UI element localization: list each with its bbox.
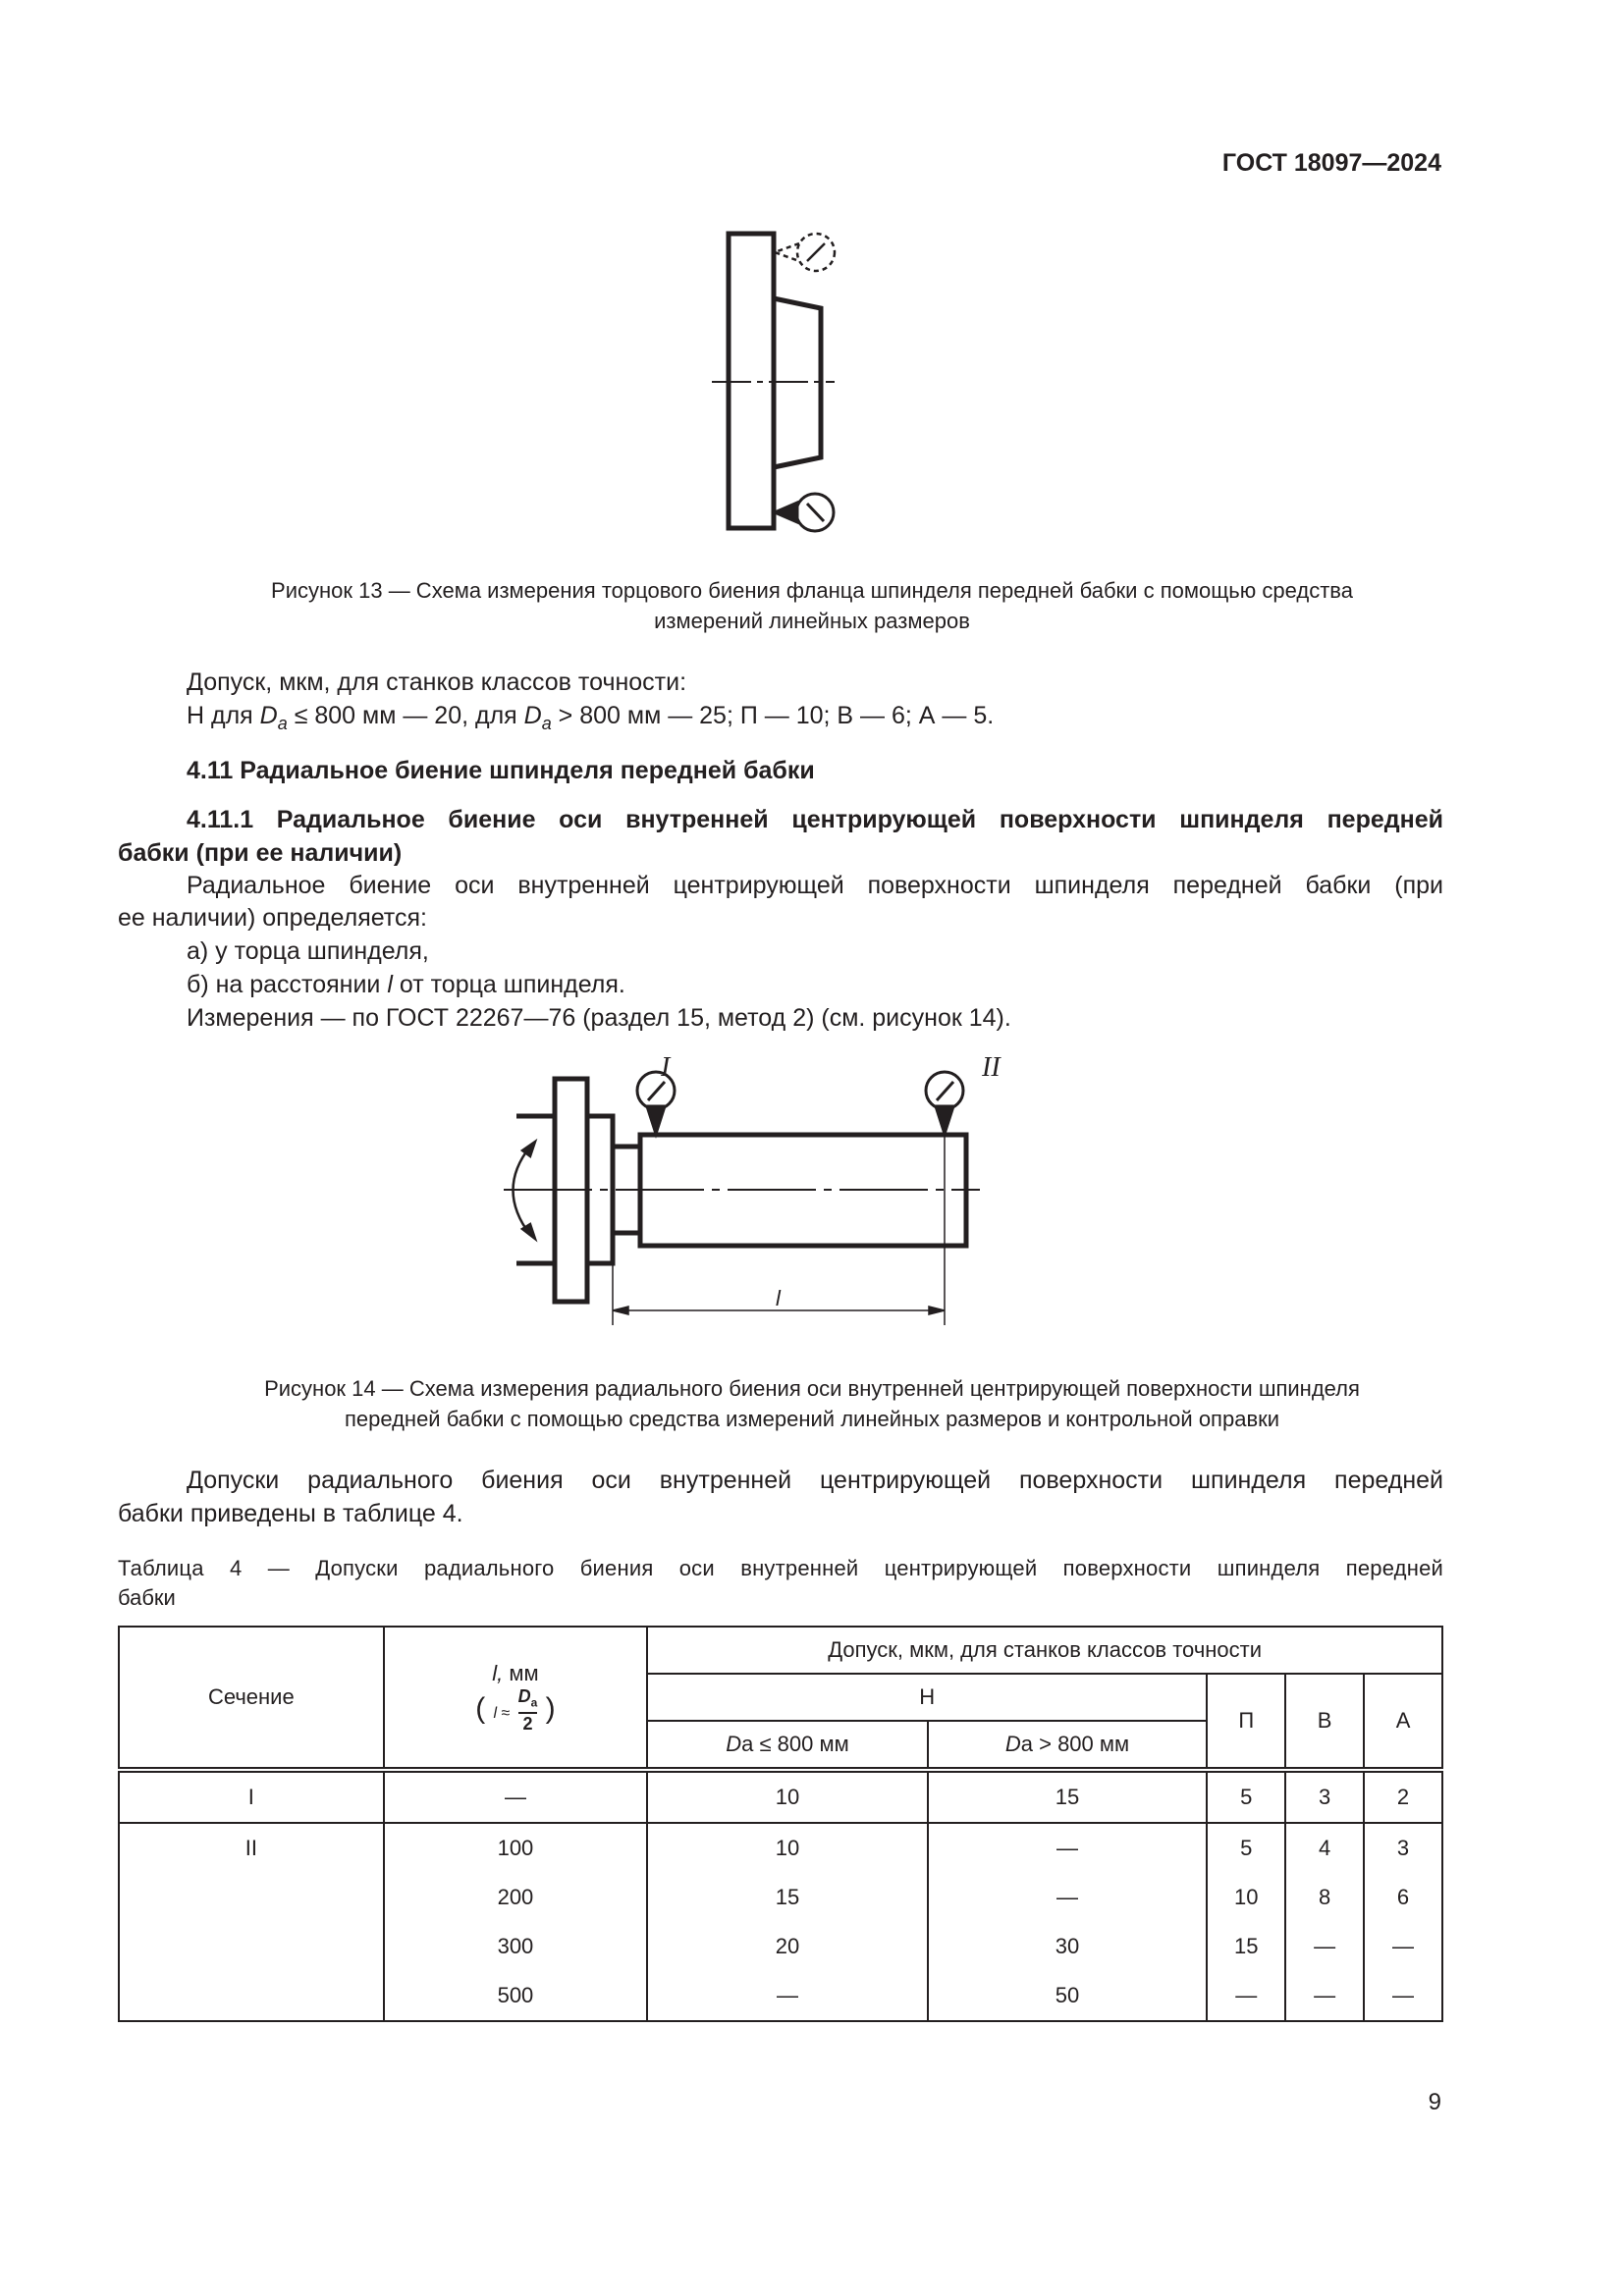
dial-gauge-II-icon — [926, 1072, 963, 1134]
tolerance-intro: Допуск, мкм, для станков классов точности: — [187, 668, 687, 696]
table-row: 300 20 30 15 — — — [119, 1922, 1442, 1971]
gauge-label-II: II — [982, 1052, 1001, 1083]
tolerance-values: Н для $D_a \le 800$ мм — 20, для $D_a > 800$ мм — 25; П — 10; В — 6; А — 5. — [187, 702, 995, 733]
header-P: П — [1207, 1674, 1285, 1770]
measurement-reference: Измерения — по ГОСТ 22267—76 (раздел 15, метод 2) (см. рисунок 14). — [187, 1004, 1011, 1032]
caption-line: Рисунок 14 — Схема измерения радиального биения оси внутренней центрирующей поверхности шпинделя — [264, 1376, 1360, 1401]
table-row: II 100 10 — 5 4 3 — [119, 1823, 1442, 1873]
paragraph-line: Радиальное биение оси внутренней центрирующей поверхности шпинделя передней бабки (при — [187, 872, 1443, 899]
header-section: Сечение — [119, 1627, 384, 1770]
caption-line: Рисунок 13 — Схема измерения торцового биения фланца шпинделя передней бабки с помощью средства — [271, 578, 1353, 603]
header-da-le: Da ≤ 800 мм — [647, 1721, 928, 1770]
document-id: ГОСТ 18097—2024 — [1221, 149, 1441, 177]
header-l — [384, 1627, 648, 1770]
section-4-11-1-heading-cont: бабки (при ее наличии) — [118, 839, 403, 867]
table-row: 500 — 50 — — — — [119, 1971, 1442, 2021]
table-4-caption: Таблица 4 — Допуски радиального биения оси внутренней центрирующей поверхности шпинделя передней бабки — [118, 1556, 1443, 1610]
page-number: 9 — [1428, 2089, 1441, 2115]
figure-14-caption — [125, 1373, 1499, 1434]
list-item-a: а) у торца шпинделя, — [187, 937, 429, 965]
paragraph-line: бабки приведены в таблице 4. — [118, 1500, 463, 1527]
caption-line: измерений линейных размеров — [654, 609, 970, 633]
dimension-label-l: l — [776, 1286, 781, 1310]
figure-13-drawing — [712, 234, 835, 531]
caption-line: передней бабки с помощью средства измерений линейных размеров и контрольной оправки — [344, 1407, 1280, 1431]
table-4 — [118, 1626, 1443, 2022]
gauge-label-I: I — [661, 1052, 671, 1083]
table-row: I — 10 15 5 3 2 — [119, 1770, 1442, 1823]
header-V: В — [1285, 1674, 1364, 1770]
dashed-gauge-icon — [775, 234, 835, 271]
header-H: Н — [647, 1674, 1207, 1721]
figure-14-drawing — [504, 1072, 980, 1325]
section-4-11-1-heading: 4.11.1 Радиальное биение оси внутренней центрирующей поверхности шпинделя передней — [187, 806, 1443, 833]
paragraph-line: ее наличии) определяется: — [118, 904, 427, 932]
header-l-mm: l, мм — [492, 1660, 539, 1685]
header-A: А — [1364, 1674, 1442, 1770]
header-l-formula: ( l ≈ $\frac{D_a}{2}$ ) — [475, 1685, 556, 1735]
figure-13-caption — [125, 575, 1499, 636]
paragraph-line: Допуски радиального биения оси внутренней центрирующей поверхности шпинделя передней — [187, 1467, 1443, 1494]
dial-gauge-icon — [775, 494, 834, 531]
list-item-b: б) на расстоянии l от торца шпинделя. — [187, 971, 625, 998]
header-da-gt: Da > 800 мм — [928, 1721, 1208, 1770]
header-tolerance: Допуск, мкм, для станков классов точности — [647, 1627, 1442, 1674]
section-4-11-heading: 4.11 Радиальное биение шпинделя передней бабки — [187, 757, 815, 784]
table-row: 200 15 — 10 8 6 — [119, 1873, 1442, 1922]
